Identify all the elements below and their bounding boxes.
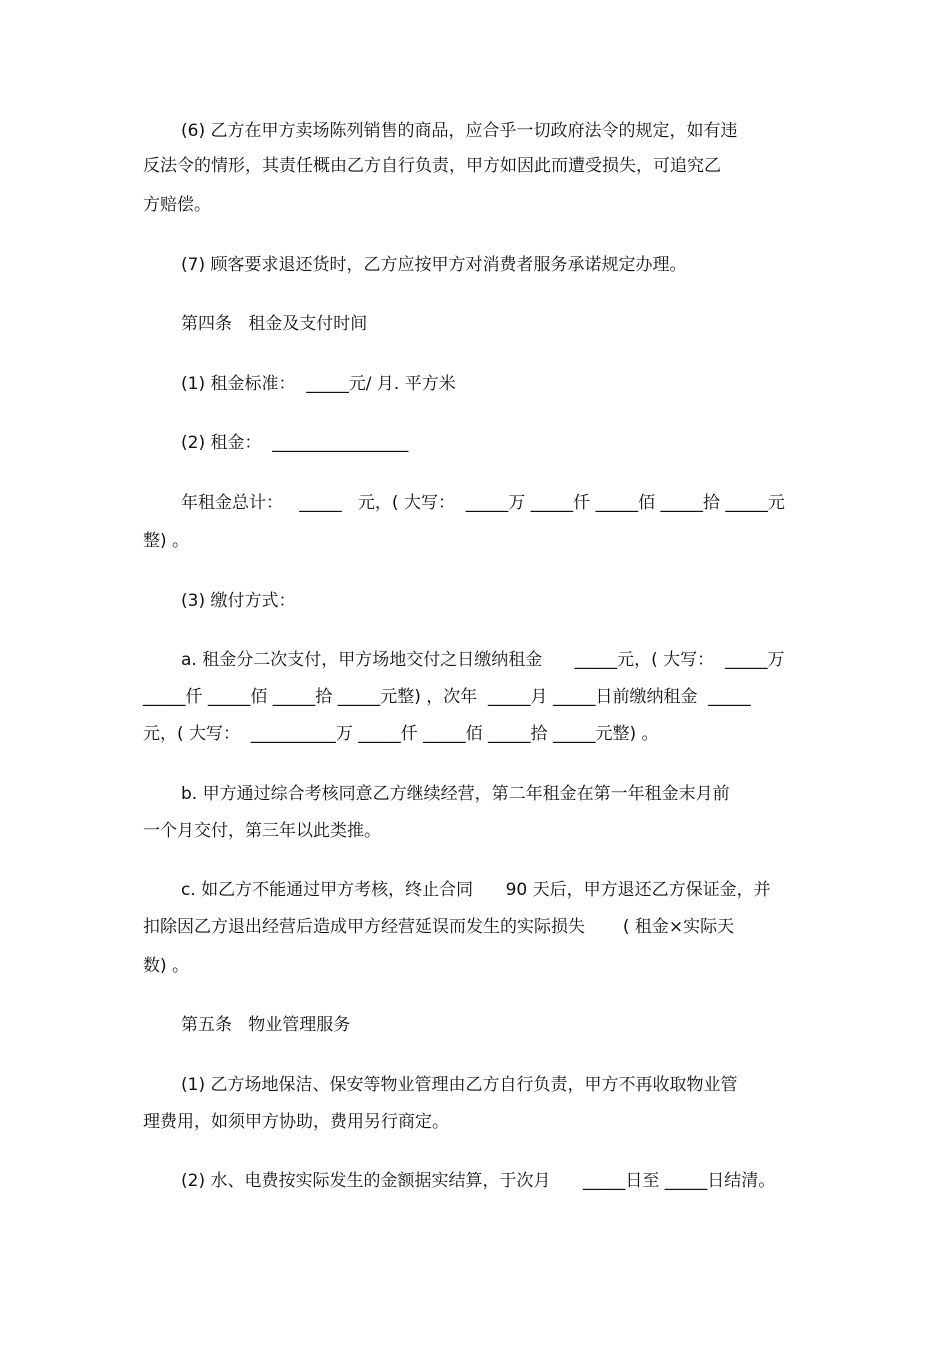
property-1-line-1: (1) 乙方场地保洁、保安等物业管理由乙方自行负责，甲方不再收取物业管	[181, 1075, 738, 1095]
clause-6-line-3: 方赔偿。	[143, 195, 211, 215]
payment-b-line-1: b. 甲方通过综合考核同意乙方继续经营，第二年租金在第一年租金末月前	[181, 784, 730, 804]
article-4-heading: 第四条 租金及支付时间	[181, 314, 368, 334]
rent-standard-line: (1) 租金标准： _____元/ 月. 平方米	[181, 374, 456, 394]
payment-method-heading: (3) 缴付方式：	[181, 591, 296, 611]
clause-6-line-2: 反法令的情形，其责任概由乙方自行负责，甲方如因此而遭受损失，可追究乙	[143, 156, 721, 176]
payment-c-line-1: c. 如乙方不能通过甲方考核，终止合同 90 天后，甲方退还乙方保证金，并	[181, 880, 771, 900]
property-2-line-1: (2) 水、电费按实际发生的金额据实结算，于次月 _____日至 _____日结清。	[181, 1171, 776, 1191]
payment-b-line-2: 一个月交付，第三年以此类推。	[143, 821, 381, 841]
property-1-line-2: 理费用，如须甲方协助，费用另行商定。	[143, 1112, 449, 1132]
payment-a-line-1: a. 租金分二次支付，甲方场地交付之日缴纳租金 _____元，( 大写： _____万	[181, 650, 785, 670]
rent-line: (2) 租金： ________________	[181, 433, 409, 453]
payment-c-line-2: 扣除因乙方退出经营后造成甲方经营延误而发生的实际损失 ( 租金×实际天	[143, 917, 735, 937]
clause-6-line-1: (6) 乙方在甲方卖场陈列销售的商品，应合乎一切政府法令的规定，如有违	[181, 121, 738, 141]
annual-rent-line-2: 整) 。	[143, 531, 190, 551]
payment-c-line-3: 数) 。	[143, 956, 190, 976]
payment-a-line-2: _____仟 _____佰 _____拾 _____元整) ，次年 _____月 _____日前缴纳租金 _____	[143, 687, 751, 707]
payment-a-line-3: 元，( 大写： __________万 _____仟 _____佰 _____拾 _____元整) 。	[143, 724, 659, 744]
article-5-heading: 第五条 物业管理服务	[181, 1015, 351, 1035]
clause-7-line-1: (7) 顾客要求退还货时，乙方应按甲方对消费者服务承诺规定办理。	[181, 255, 687, 275]
annual-rent-line-1: 年租金总计： _____ 元，( 大写： _____万 _____仟 _____佰 _____拾 _____元	[181, 493, 785, 513]
